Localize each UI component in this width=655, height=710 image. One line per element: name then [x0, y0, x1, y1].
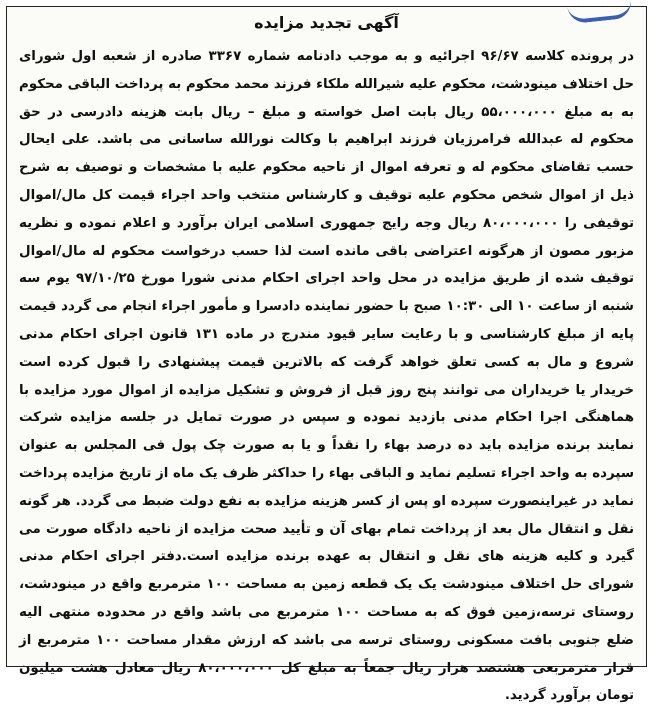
- notice-body: در پرونده کلاسه ۹۶/۶۷ اجرائیه و به موجب دادنامه شماره ۳۳۶۷ صادره از شعبه اول شورای حل اختلاف مینودشت، محکوم علیه شیرالله ملکاء فرزند محمد محکوم به پرداخت الباقی محکوم به به مبلغ ۵۵،۰۰۰،۰۰۰ ریال بابت اصل خواسته و مبلغ – ریال بابت هزینه دادرسی در حق محکوم له عبدالله فرامرزیان فرزند ابراهیم با وکالت نورالله ساسانی می باشد. علی ایحال حسب تقاضای محکوم له و تعرفه اموال از ناحیه محکوم علیه با مشخصات و توصیف به شرح ذیل از اموال شخص محکوم علیه توقیف و کارشناس منتخب واحد اجراء قیمت کل مال/اموال توقیفی را ۸۰،۰۰۰،۰۰۰ ریال وجه رایج جمهوری اسلامی ایران برآورد و اعلام نموده و نظریه مزبور مصون از هرگونه اعتراضی باقی مانده است لذا حسب درخواست محکوم له مال/اموال توقیف شده از طریق مزایده در محل واحد اجرای احکام مدنی شورا مورخ ۹۷/۱۰/۲۵ یوم سه شنبه از ساعت ۱۰ الی ۱۰:۳۰ صبح با حضور نماینده دادسرا و مأمور اجراء انجام می گردد قیمت پایه از مبلغ کارشناسی و با رعایت سایر قیود مندرج در ماده ۱۳۱ قانون اجرای احکام مدنی شروع و مال به کسی تعلق خواهد گرفت که بالاترین قیمت پیشنهادی را قبول کرده است خریدار یا خریداران می توانند پنج روز قبل از فروش و تشکیل مزایده از اموال مورد مزایده با هماهنگی اجرا احکام مدنی بازدید نموده و سپس در صورت تمایل در جلسه مزایده شرکت نمایند برنده مزایده باید ده درصد بهاء را نقداً و یا به صورت چک پول فی المجلس به عنوان سپرده به واحد اجراء تسلیم نماید و الباقی بهاء را حداکثر ظرف یک ماه از تاریخ مزایده پرداخت نماید در غیراینصورت سپرده او پس از کسر هزینه مزایده به نفع دولت ضبط می گردد. هر گونه نقل و انتقال مال بعد از پرداخت تمام بهای آن و تأیید صحت مزایده از ناحیه دادگاه صورت می گیرد و کلیه هزینه های نقل و انتقال به عهده برنده مزایده است.دفتر اجرای احکام مدنی شورای حل اختلاف مینودشت یک یک قطعه زمین به مساحت ۱۰۰ مترمربع واقع در مینودشت، روستای ترسه،زمین فوق که به مساحت ۱۰۰ مترمربع می باشد واقع در محدوده منتهی الیه ضلع جنوبی بافت مسکونی روستای ترسه می باشد که ارزش مقدار مساحت ۱۰۰ مترمربع از قرار مترمربعی هشتصد هزار ریال جمعاً به مبلغ کل ۸۰،۰۰۰،۰۰۰ ریال معادل هشت میلیون تومان برآورد گردید.: [19, 49, 635, 704]
- notice-title: آگهی تجدید مزایده: [254, 13, 399, 32]
- notice-frame: [6, 6, 647, 704]
